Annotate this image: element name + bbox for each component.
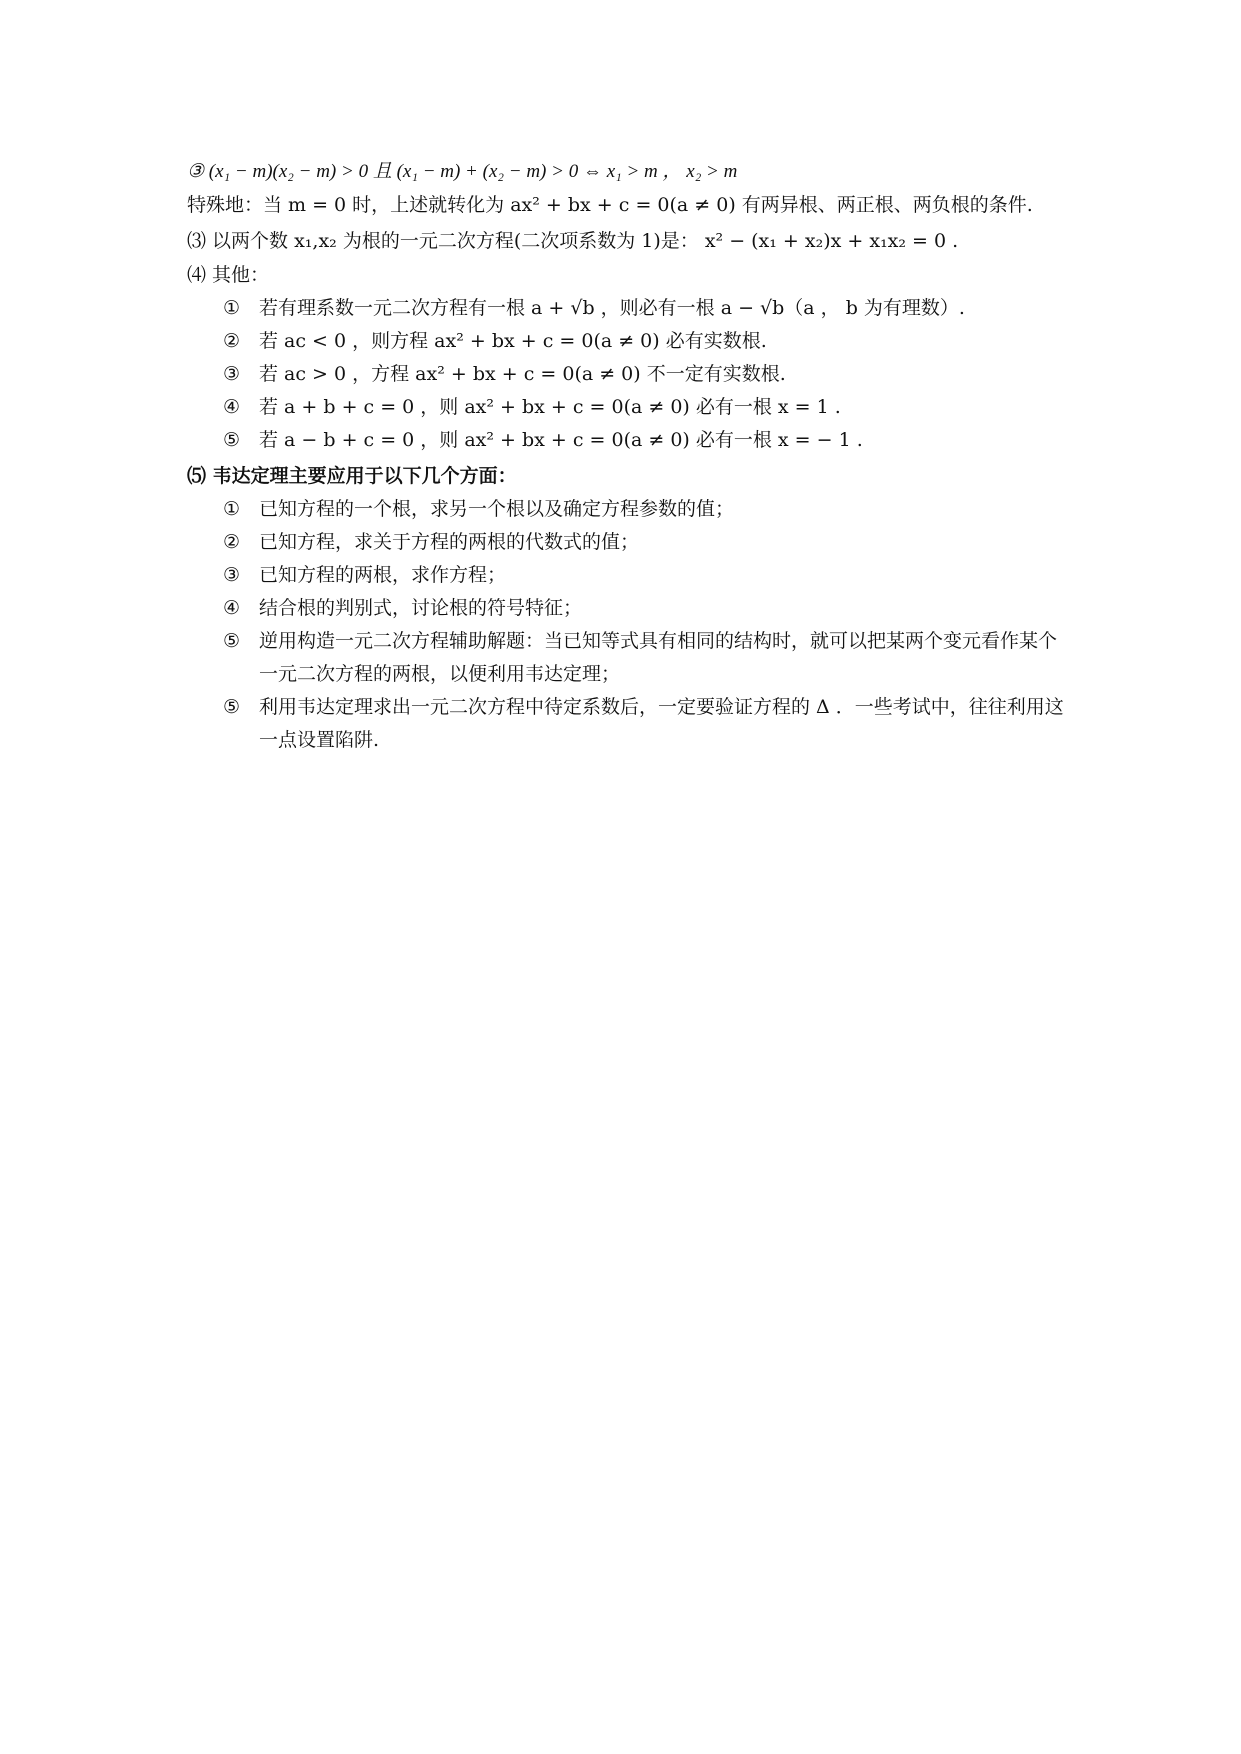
list-item: [223, 292, 1067, 325]
list-item: [223, 325, 1067, 358]
condition-line-3: ③ (x₁ − m)(x₂ − m) > 0 且 (x₁ − m) + (x₂ − m) > 0 ⇔ x₁ > m ， x₂ > m: [187, 161, 738, 182]
list-text: 已知方程，求关于方程的两根的代数式的值；: [259, 531, 640, 553]
list-text: 结合根的判别式，讨论根的符号特征；: [259, 597, 583, 619]
list-item: [223, 592, 1067, 625]
item-3-formula-line: ⑶ 以两个数 x₁,x₂ 为根的一元二次方程(二次项系数为 1)是： x² − (x₁ + x₂)x + x₁x₂ = 0 .: [187, 230, 959, 252]
list-text: 若 a + b + c = 0 ，则 ax² + bx + c = 0(a ≠ 0) 必有一根 x = 1 .: [259, 396, 841, 418]
list-number: ②: [223, 330, 241, 352]
list-text: 已知方程的一个根，求另一个根以及确定方程参数的值；: [259, 498, 735, 520]
list-item: [223, 424, 1067, 457]
list-text: 利用韦达定理求出一元二次方程中待定系数后，一定要验证方程的 Δ ．一些考试中，往往利用这一点设置陷阱.: [259, 696, 1064, 751]
list-number: ②: [223, 531, 241, 553]
list-text: 若 ac < 0 ，则方程 ax² + bx + c = 0(a ≠ 0) 必有实数根.: [259, 330, 767, 352]
special-case-paragraph: 特殊地：当 m = 0 时，上述就转化为 ax² + bx + c = 0(a ≠ 0) 有两异根、两正根、两负根的条件.: [187, 194, 1033, 216]
list-number: ①: [223, 498, 241, 520]
list-number: ⑤: [223, 429, 241, 451]
list-item: [223, 493, 1067, 526]
list-number: ①: [223, 297, 241, 319]
list-item: [223, 526, 1067, 559]
list-number: ④: [223, 396, 241, 418]
list-item: [223, 559, 1067, 592]
list-number: ⑤: [223, 696, 241, 718]
document-page: [187, 155, 1067, 757]
item-4-heading: ⑷ 其他：: [187, 264, 270, 286]
list-text: 若 a − b + c = 0 ，则 ax² + bx + c = 0(a ≠ 0) 必有一根 x = − 1 .: [259, 429, 863, 451]
list-number: ⑤: [223, 630, 241, 652]
list-text: 若有理系数一元二次方程有一根 a + √b ，则必有一根 a − √b（a ， b 为有理数）.: [259, 297, 965, 319]
list-number: ③: [223, 363, 241, 385]
list-item: [223, 691, 1067, 757]
list-item: [223, 391, 1067, 424]
item-5-list: [187, 493, 1067, 757]
item-4-list: [187, 292, 1067, 457]
list-number: ④: [223, 597, 241, 619]
item-5-heading: ⑸ 韦达定理主要应用于以下几个方面：: [187, 465, 517, 487]
list-item: [223, 625, 1067, 691]
list-number: ③: [223, 564, 241, 586]
list-text: 逆用构造一元二次方程辅助解题：当已知等式具有相同的结构时，就可以把某两个变元看作某个一元二次方程的两根，以便利用韦达定理；: [259, 630, 1058, 685]
list-text: 若 ac > 0 ，方程 ax² + bx + c = 0(a ≠ 0) 不一定有实数根.: [259, 363, 786, 385]
list-item: [223, 358, 1067, 391]
list-text: 已知方程的两根，求作方程；: [259, 564, 507, 586]
